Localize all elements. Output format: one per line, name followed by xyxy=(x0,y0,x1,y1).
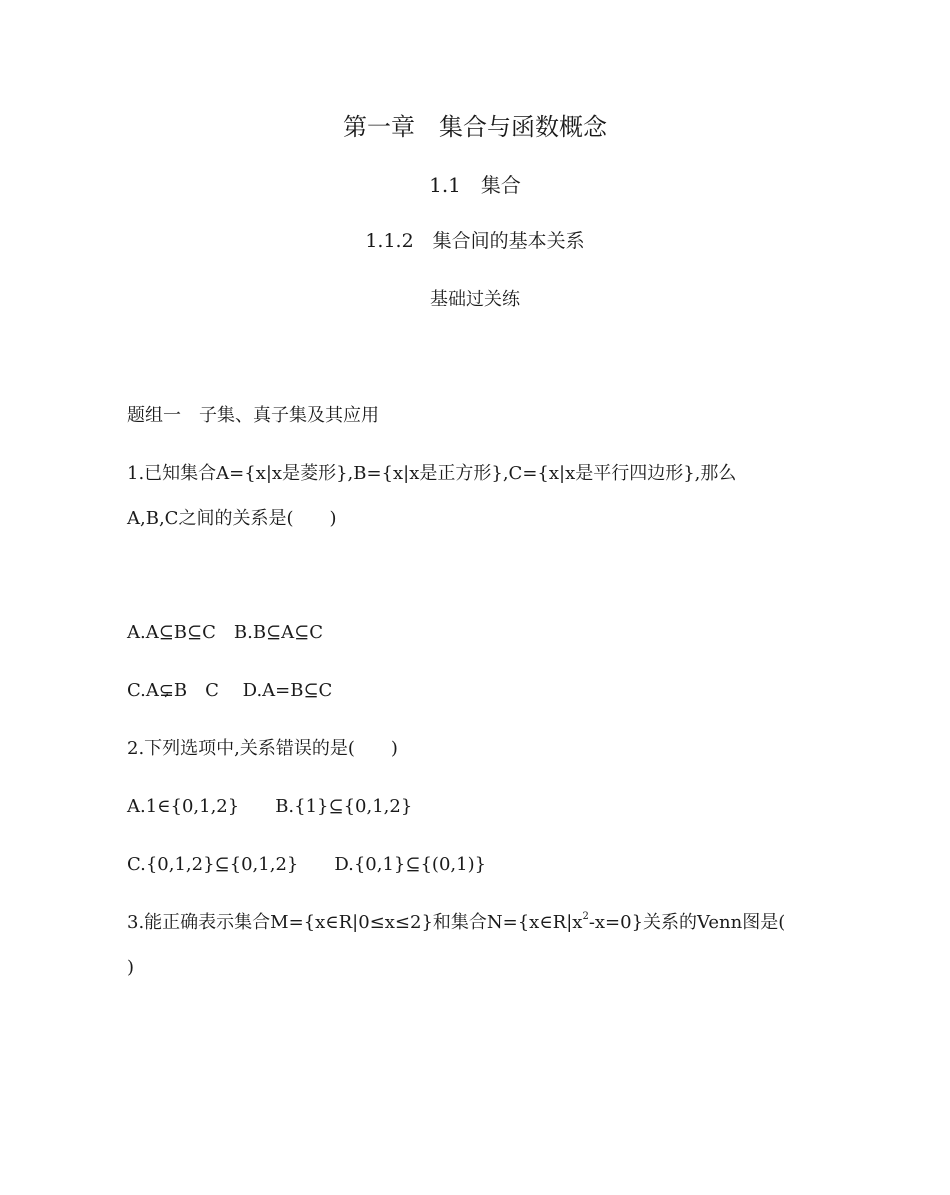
group1-title: 题组一 子集、真子集及其应用 xyxy=(127,405,379,426)
q1-stem-line1: 1.已知集合A={x|x是菱形},B={x|x是正方形},C={x|x是平行四边形},那么 xyxy=(127,463,737,484)
section-title: 1.1 集合 xyxy=(429,173,521,197)
q3-exponent: 2 xyxy=(582,911,589,922)
q3-stem-part1: 3.能正确表示集合M={x∈R|0≤x≤2}和集合N={x∈R|x xyxy=(127,912,583,933)
q2-options-cd: C.{0,1,2}⊆{0,1,2} D.{0,1}⊆{(0,1)} xyxy=(127,854,487,875)
q2-stem: 2.下列选项中,关系错误的是( ) xyxy=(127,738,398,759)
q1-options-cd: C.A⊊B C D.A=B⊆C xyxy=(127,680,333,701)
chapter-title: 第一章 集合与函数概念 xyxy=(343,113,607,141)
practice-title: 基础过关练 xyxy=(430,289,520,310)
q2-options-ab: A.1∈{0,1,2} B.{1}⊆{0,1,2} xyxy=(127,796,413,817)
q1-options-ab: A.A⊆B⊆C B.B⊆A⊆C xyxy=(127,622,323,643)
q3-stem-part2: -x=0}关系的Venn图是( xyxy=(588,912,786,933)
subsection-title: 1.1.2 集合间的基本关系 xyxy=(365,230,585,252)
q3-stem-line2: ) xyxy=(127,957,135,978)
q1-stem-line2: A,B,C之间的关系是( ) xyxy=(127,508,337,529)
q3-stem-line1 xyxy=(127,911,786,933)
